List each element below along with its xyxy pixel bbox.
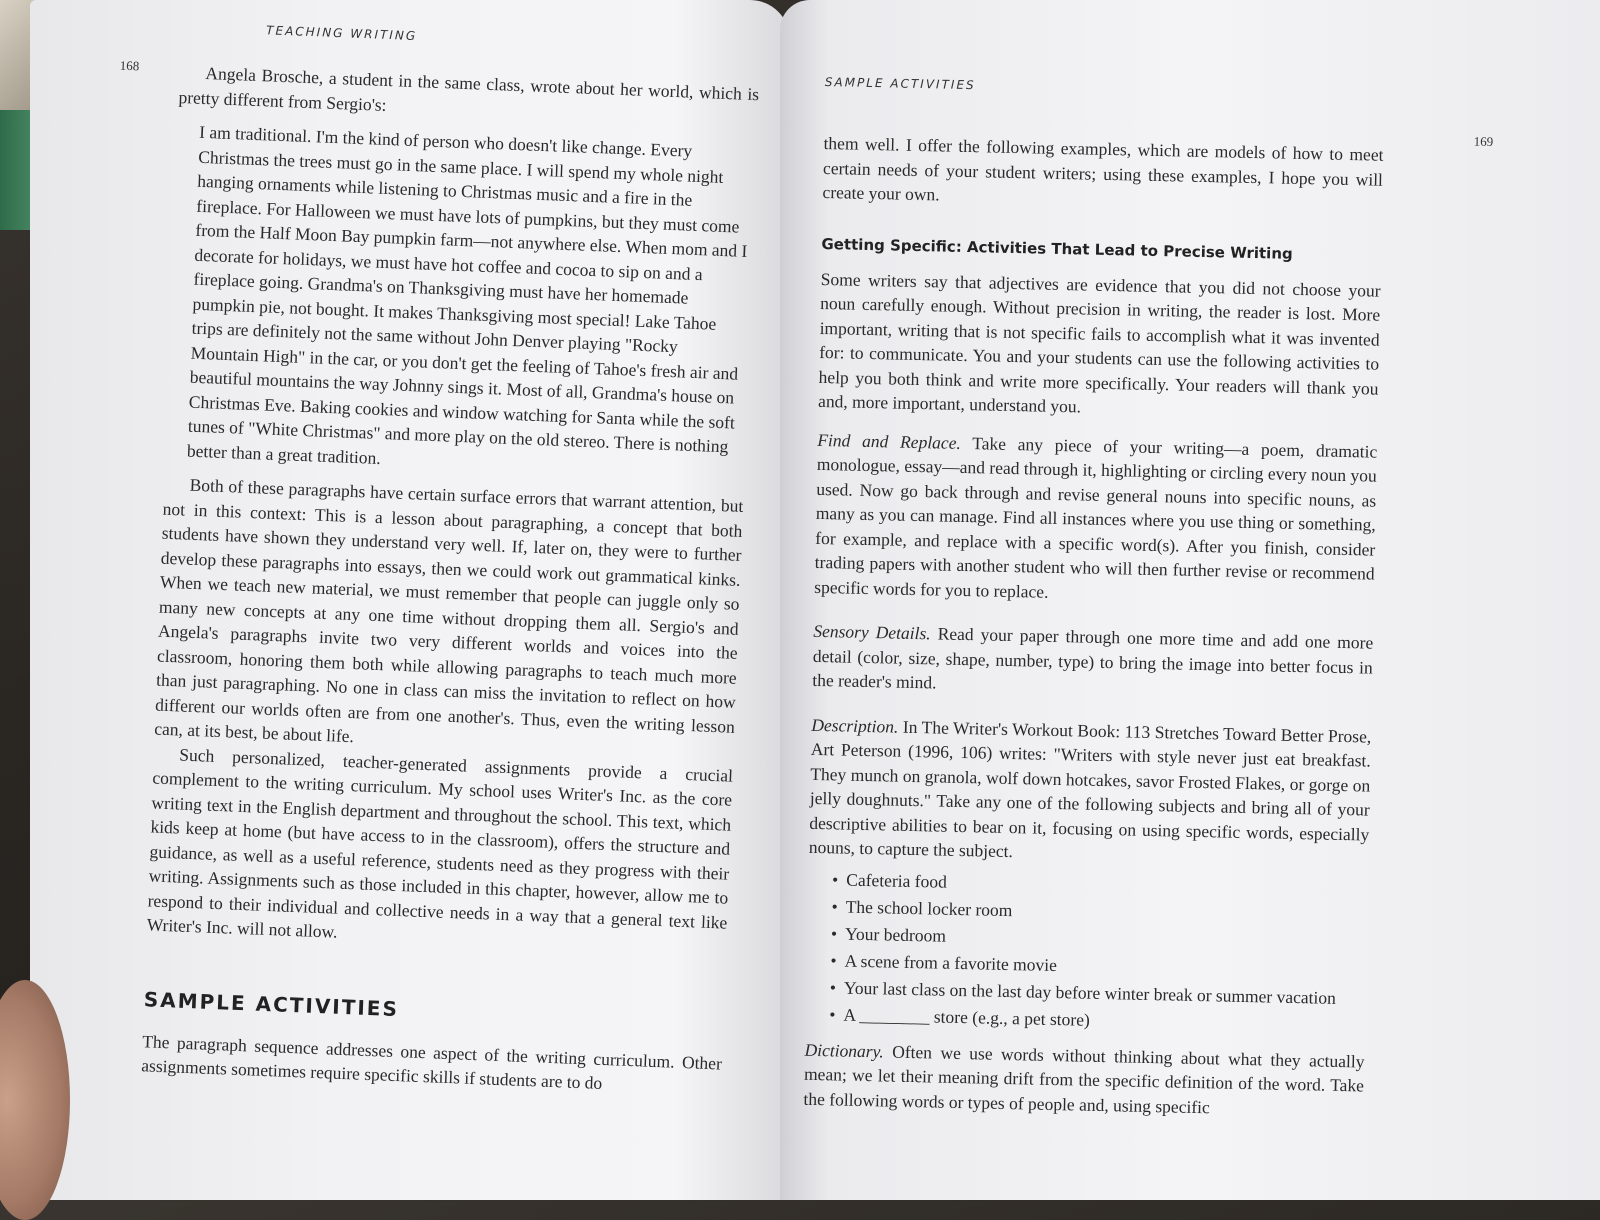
- find-and-replace-text: Take any piece of your writing—a poem, dramatic monologue, essay—and read through it, highlighting or circling every noun you used. Now go back through and revise general nouns into specific nouns, as many as you can manage. Find all instances where you use thing or something, for example, and replace with a specific word(s). After you finish, consider trading papers with another student who will then further revise or recommend specific words for you to replace.: [814, 432, 1378, 602]
- right-page: [780, 0, 1600, 1200]
- left-page-content: [119, 23, 760, 1100]
- right-page-number: 169: [1473, 133, 1494, 150]
- subheading: Getting Specific: Activities That Lead to Precise Writing: [821, 234, 1293, 263]
- body-paragraph-3: The paragraph sequence addresses one aspect of the writing curriculum. Other assignments sometimes require specific skills if students are to do: [140, 1030, 723, 1093]
- dictionary-label: Dictionary.: [804, 1039, 885, 1061]
- list-item: • A ________ store (e.g., a pet store): [829, 1001, 1365, 1039]
- find-and-replace-paragraph: [814, 427, 1377, 610]
- sensory-details-text: Read your paper through one more time and add one more detail (color, size, shape, number, type) to bring the image into better focus in the reader's mind.: [812, 623, 1374, 693]
- intro-paragraph: Angela Brosche, a student in the same class, wrote about her world, which is pretty different from Sergio's:: [178, 62, 760, 115]
- description-label: Description.: [811, 714, 899, 737]
- right-running-head: SAMPLE ACTIVITIES: [824, 75, 976, 93]
- left-page: [30, 0, 790, 1200]
- body-paragraph-1: Both of these paragraphs have certain surface errors that warrant attention, but not in this context: This is a lesson about paragraphing, a concept that both students have shown they understand very well. If, later on, they were to further develop these paragraphs into essays, then we could work out grammatical kinks. When we teach new material, we must remember that people can juggle only so many new concepts at any one time without dropping them all. Sergio's and Angela's paragraphs invite two very different worlds and voices into the classroom, honoring them both while allowing paragraphs to teach much more than just paragraphing. No one in class can miss the invitation to reflect on how different our worlds often are from one another's. Thus, even the writing lesson can, at its best, be about life.: [153, 474, 744, 747]
- description-text: In The Writer's Workout Book: 113 Stretches Toward Better Prose, Art Peterson (1996, 106) writes: "Writers with style never just eat breakfast. They munch on granola, wolf down hotcakes, savor Frosted Flakes, or gorge on jelly doughnuts." Take any one of the following subjects and bring all of your descriptive abilities to bear on it, focusing on using specific words, especially nouns, to capture the subject.: [808, 716, 1372, 862]
- list-item: • The school locker room: [831, 893, 1367, 931]
- continued-paragraph: them well. I offer the following examples, which are models of how to meet certain needs of your student writers; using these examples, I hope you will create your own.: [822, 132, 1384, 205]
- list-item: • A scene from a favorite movie: [830, 947, 1366, 985]
- intro-paragraph-right: Some writers say that adjectives are evidence that you did not choose your noun carefully enough. Without precision in writing, the reader is lost. More important, writing that is not specific fails to accomplish what it was invented for: to communicate. You and your students can use the following activities to help you both think and write more specifically. Your readers will thank you and, more important, understand you.: [817, 268, 1381, 417]
- dictionary-paragraph: [803, 1037, 1364, 1122]
- dictionary-text: Often we use words without thinking about what they actually mean; we let their meaning drift from the specific definition of the word. Take the following words or types of people and, using specific: [803, 1041, 1365, 1117]
- subject-list: [829, 866, 1368, 1039]
- section-heading: SAMPLE ACTIVITIES: [143, 986, 400, 1021]
- right-page-content: [803, 75, 1494, 1123]
- sensory-details-paragraph: [812, 619, 1373, 704]
- left-page-number: 168: [119, 57, 140, 74]
- sensory-details-label: Sensory Details.: [813, 620, 931, 644]
- find-and-replace-label: Find and Replace.: [817, 429, 962, 453]
- list-item: • Your bedroom: [831, 920, 1367, 958]
- description-paragraph: [809, 712, 1372, 871]
- list-item: • Your last class on the last day before winter break or summer vacation: [830, 974, 1366, 1012]
- student-quote: I am traditional. I'm the kind of person who doesn't like change. Every Christmas the trees must go in the same place. I will spend my whole night hanging ornaments while listening to Christmas music and a fire in the fireplace. For Halloween we must have lots of pumpkins, but they must come from the Half Moon Bay pumpkin farm—not anywhere else. When mom and I decorate for holidays, we must have hot coffee and cocoa to sip on and a fireplace going. Grandma's on Thanksgiving must have her homemade pumpkin pie, not bought. It makes Thanksgiving most special! Lake Tahoe trips are definitely not the same without John Denver playing "Rocky Mountain High" in the car, or you don't get the feeling of Tahoe's fresh air and beautiful mountains the way Johnny sings it. Most of all, Grandma's house on Christmas Eve. Baking cookies and window watching for Santa while the soft tunes of "White Christmas" and more play on the old stereo. There is nothing better than a great tradition.: [186, 121, 748, 468]
- left-running-head: TEACHING WRITING: [265, 23, 418, 44]
- list-item: • Cafeteria food: [832, 866, 1368, 904]
- body-paragraph-2: Such personalized, teacher-generated assignments provide a crucial complement to the writing curriculum. My school uses Writer's Inc. as the core writing text in the English department and throughout the school. This text, which kids keep at home (but have access to in the classroom), offers the structure and guidance, as well as a useful reference, students need as they progress with their writing. Assignments such as those included in this chapter, however, allow me to respond to their individual and collective needs in a way that a general text like Writer's Inc. will not allow.: [146, 743, 734, 942]
